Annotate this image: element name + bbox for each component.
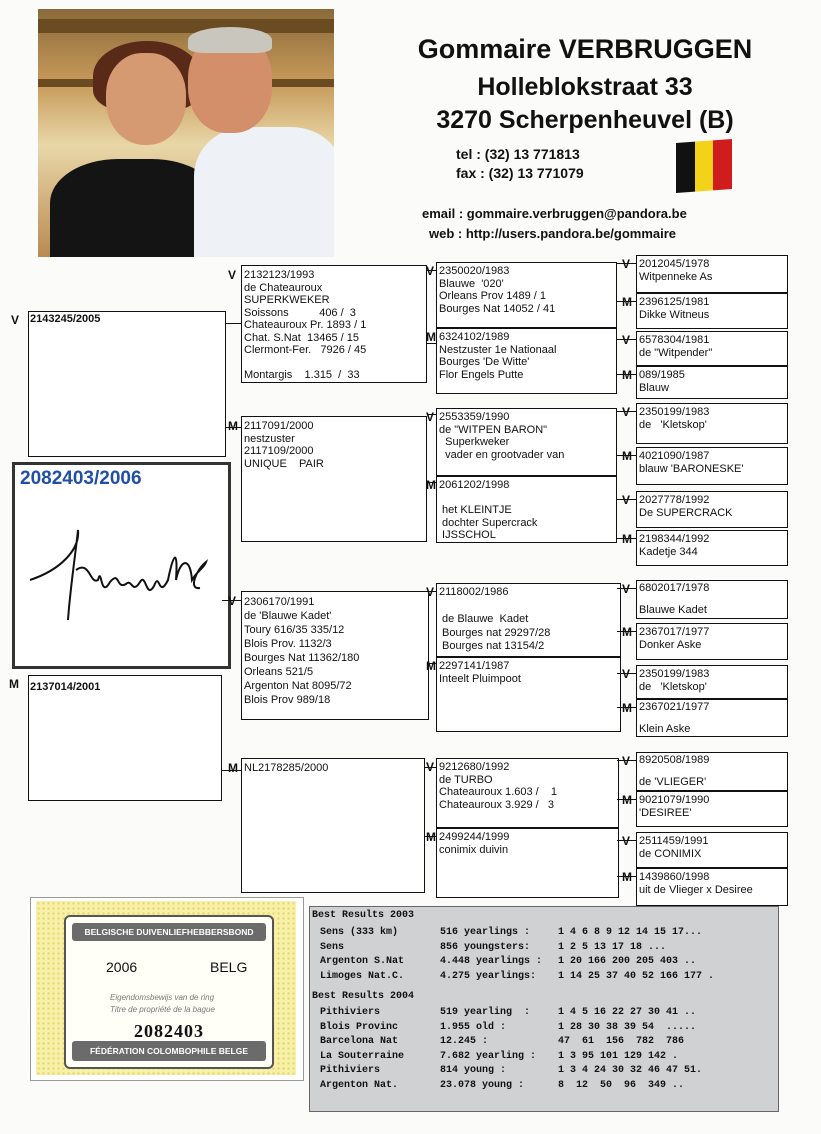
connector-line	[617, 339, 636, 340]
connector-line	[617, 707, 636, 708]
owner-photo	[38, 9, 334, 257]
connector-line	[617, 411, 636, 412]
great-great-grandparent-sex-label: M	[622, 625, 632, 639]
grandparent-sex-label: V	[228, 594, 237, 608]
connector-line	[427, 270, 436, 271]
best-results-panel	[309, 906, 779, 1112]
great-grandparent-text: 2297141/1987 Inteelt Pluimpoot	[439, 660, 521, 685]
result-places: 1 3 95 101 129 142 .	[558, 1050, 679, 1062]
great-grandparent-text: 2350020/1983 Blauwe '020' Orleans Prov 1489 / 1 Bourges Nat 14052 / 41	[439, 265, 556, 315]
great-great-grandparent-text: 2350199/1983 de 'Kletskop'	[639, 668, 710, 693]
great-grandparent-sex-label: M	[426, 659, 436, 673]
flag-stripe	[695, 140, 714, 191]
result-race: Argenton S.Nat	[320, 956, 405, 967]
grandparent-text: 2117091/2000 nestzuster 2117109/2000 UNIQUE PAIR	[244, 420, 324, 470]
great-great-grandparent-text: 1439860/1998 uit de Vlieger x Desiree	[639, 871, 753, 896]
grandparent-sex-label: M	[228, 419, 238, 433]
results-heading-2004: Best Results 2004	[312, 991, 415, 1002]
father-sex-label: V	[11, 313, 20, 327]
father-ring: 2143245/2005	[30, 313, 101, 325]
father-box	[28, 311, 226, 457]
connector-line	[226, 323, 241, 324]
connector-line	[617, 840, 636, 841]
great-great-grandparent-text: 2367017/1977 Donker Aske	[639, 626, 710, 651]
ring-card-year: 2006	[106, 959, 138, 975]
great-great-grandparent-sex-label: M	[622, 701, 632, 715]
great-great-grandparent-sex-label: V	[622, 667, 631, 681]
connector-line	[427, 414, 436, 415]
photo-person	[194, 127, 334, 257]
result-race: Blois Provinc	[320, 1021, 399, 1033]
great-grandparent-sex-label: V	[426, 585, 435, 599]
result-places: 1 4 5 16 22 27 30 41 ..	[558, 1007, 697, 1018]
connector-line	[617, 799, 636, 800]
results-heading-2003: Best Results 2003	[312, 910, 415, 921]
result-race: Argenton Nat.	[320, 1079, 399, 1091]
great-great-grandparent-text: 2511459/1991 de CONIMIX	[639, 835, 709, 860]
great-great-grandparent-text: 2198344/1992 Kadetje 344	[639, 533, 710, 558]
result-places: 8 12 50 96 349 ..	[558, 1079, 685, 1091]
owner-name: Gommaire VERBRUGGEN	[417, 34, 753, 64]
connector-line	[617, 374, 636, 375]
result-race: Limoges Nat.C.	[320, 970, 405, 982]
grandparent-text: NL2178285/2000	[244, 762, 329, 774]
great-great-grandparent-text: 6802017/1978 Blauwe Kadet	[639, 582, 710, 616]
photo-person	[106, 53, 186, 145]
belgian-flag	[676, 139, 732, 193]
connector-line	[425, 767, 436, 768]
great-great-grandparent-text: 2396125/1981 Dikke Witneus	[639, 296, 710, 321]
great-great-grandparent-sex-label: V	[622, 834, 631, 848]
connector-line	[226, 427, 241, 428]
result-race: Pithiviers	[320, 1065, 381, 1076]
grandparent-box	[241, 758, 425, 893]
great-great-grandparent-sex-label: V	[622, 257, 631, 271]
great-grandparent-sex-label: V	[426, 264, 435, 278]
connector-line	[617, 673, 636, 674]
result-places: 1 4 6 8 9 12 14 15 17...	[558, 927, 703, 938]
result-race: La Souterraine	[320, 1050, 405, 1062]
result-race: Pithiviers	[320, 1007, 381, 1018]
result-entries: 814 young :	[440, 1065, 507, 1076]
connector-line	[222, 600, 241, 601]
result-race: Sens (333 km)	[320, 927, 399, 938]
photo-person	[188, 27, 272, 53]
great-grandparent-text: 9212680/1992 de TURBO Chateauroux 1.603 / 1 Chateauroux 3.929 / 3	[439, 761, 558, 811]
great-grandparent-sex-label: V	[426, 760, 435, 774]
connector-line	[617, 588, 636, 589]
great-great-grandparent-sex-label: V	[622, 333, 631, 347]
great-great-grandparent-text: 2027778/1992 De SUPERCRACK	[639, 494, 733, 519]
great-grandparent-text: 6324102/1989 Nestzuster 1e Nationaal Bourges 'De Witte' Flor Engels Putte	[439, 331, 557, 381]
result-entries: 516 yearlings :	[440, 927, 531, 938]
result-entries: 4.275 yearlings:	[440, 970, 537, 982]
result-places: 1 2 5 13 17 18 ...	[558, 941, 667, 953]
great-great-grandparent-text: 2012045/1978 Witpenneke As	[639, 258, 713, 283]
result-places: 47 61 156 782 786	[558, 1036, 685, 1047]
result-entries: 23.078 young :	[440, 1079, 525, 1091]
great-grandparent-sex-label: M	[426, 478, 436, 492]
connector-line	[617, 538, 636, 539]
great-great-grandparent-sex-label: V	[622, 493, 631, 507]
great-grandparent-text: 2499244/1999 conimix duivin	[439, 831, 510, 856]
connector-line	[617, 876, 636, 877]
result-places: 1 14 25 37 40 52 166 177 .	[558, 970, 715, 982]
great-grandparent-text: 2061202/1998 het KLEINTJE dochter Supercrack IJSSCHOL	[439, 479, 538, 541]
ring-card-body	[64, 915, 274, 1069]
great-great-grandparent-text: 089/1985 Blauw	[639, 369, 685, 394]
connector-line	[427, 482, 436, 483]
great-grandparent-sex-label: V	[426, 410, 435, 424]
result-entries: 12.245 :	[440, 1036, 489, 1047]
great-great-grandparent-text: 2367021/1977 Klein Aske	[639, 701, 710, 735]
owner-website[interactable]: web : http://users.pandora.be/gommaire	[429, 226, 677, 241]
ring-card-number: 2082403	[134, 1021, 204, 1041]
ring-card-country: BELG	[210, 959, 248, 975]
connector-line	[429, 591, 436, 592]
mother-box	[28, 675, 222, 801]
great-great-grandparent-sex-label: V	[622, 405, 631, 419]
result-entries: 4.448 yearlings :	[440, 956, 543, 967]
photo-beam	[38, 19, 334, 33]
ring-card	[36, 901, 296, 1075]
great-great-grandparent-sex-label: M	[622, 295, 632, 309]
connector-line	[617, 263, 636, 264]
connector-line	[617, 499, 636, 500]
connector-line	[222, 770, 241, 771]
connector-line	[427, 343, 436, 344]
grandparent-sex-label: V	[228, 268, 237, 282]
ring-card-federation-fr: FÉDÉRATION COLOMBOPHILE BELGE	[72, 1041, 266, 1061]
great-great-grandparent-text: 4021090/1987 blauw 'BARONESKE'	[639, 450, 744, 475]
owner-tel: tel : (32) 13 771813	[456, 146, 580, 162]
great-grandparent-sex-label: M	[426, 830, 436, 844]
connector-line	[425, 836, 436, 837]
great-great-grandparent-text: 2350199/1983 de 'Kletskop'	[639, 406, 710, 431]
grandparent-text: 2132123/1993 de Chateauroux SUPERKWEKER Soissons 406 / 3 Chateauroux Pr. 1893 / 1 Chat. S.Nat 13465 / 15 Clermont-Fer. 7926 / 45 Montargis 1.315 / 33	[244, 269, 367, 381]
grandparent-sex-label: M	[228, 761, 238, 775]
ring-card-line: Titre de propriété de la bague	[110, 1005, 215, 1014]
great-great-grandparent-sex-label: M	[622, 793, 632, 807]
great-great-grandparent-text: 9021079/1990 'DESIREE'	[639, 794, 710, 819]
mother-ring: 2137014/2001	[30, 681, 101, 693]
great-great-grandparent-sex-label: V	[622, 582, 631, 596]
connector-line	[429, 663, 436, 664]
great-great-grandparent-sex-label: M	[622, 449, 632, 463]
flag-stripe	[713, 139, 732, 190]
result-race: Sens	[320, 941, 345, 953]
owner-fax: fax : (32) 13 771079	[456, 165, 584, 181]
flag-stripe	[676, 142, 695, 193]
result-entries: 1.955 old :	[440, 1021, 507, 1033]
result-entries: 519 yearling :	[440, 1007, 531, 1018]
great-great-grandparent-sex-label: M	[622, 532, 632, 546]
ring-card-line: Eigendomsbewijs van de ring	[110, 993, 215, 1002]
owner-city: 3270 Scherpenheuvel (B)	[436, 106, 734, 134]
connector-line	[617, 301, 636, 302]
great-great-grandparent-sex-label: M	[622, 870, 632, 884]
great-grandparent-text: 2118002/1986 de Blauwe Kadet Bourges nat 29297/28 Bourges nat 13154/2	[439, 586, 551, 652]
great-great-grandparent-text: 8920508/1989 de 'VLIEGER'	[639, 754, 710, 788]
great-grandparent-sex-label: M	[426, 330, 436, 344]
result-places: 1 20 166 200 205 403 ..	[558, 956, 697, 967]
great-great-grandparent-sex-label: V	[622, 754, 631, 768]
mother-sex-label: M	[9, 677, 19, 691]
result-places: 1 28 30 38 39 54 .....	[558, 1021, 697, 1033]
result-entries: 856 youngsters:	[440, 941, 531, 953]
great-great-grandparent-sex-label: M	[622, 368, 632, 382]
subject-ring: 2082403/2006	[20, 468, 142, 489]
ring-card-federation-nl: BELGISCHE DUIVENLIEFHEBBERSBOND	[72, 923, 266, 941]
connector-line	[617, 631, 636, 632]
connector-line	[617, 455, 636, 456]
grandparent-text: 2306170/1991 de 'Blauwe Kadet' Toury 616/35 335/12 Blois Prov. 1132/3 Bourges Nat 11362/180 Orleans 521/5 Argenton Nat 8095/72 Blois Prov 989/18	[244, 596, 360, 706]
owner-email[interactable]: email : gommaire.verbruggen@pandora.be	[422, 206, 687, 221]
result-entries: 7.682 yearling :	[440, 1050, 537, 1062]
owner-street: Holleblokstraat 33	[477, 73, 693, 101]
connector-line	[617, 760, 636, 761]
signature-drawing	[20, 510, 220, 630]
great-great-grandparent-text: 6578304/1981 de "Witpender"	[639, 334, 713, 359]
result-places: 1 3 4 24 30 32 46 47 51.	[558, 1065, 703, 1076]
great-grandparent-text: 2553359/1990 de "WITPEN BARON" Superkweker vader en grootvader van	[439, 411, 565, 461]
result-race: Barcelona Nat	[320, 1036, 399, 1047]
